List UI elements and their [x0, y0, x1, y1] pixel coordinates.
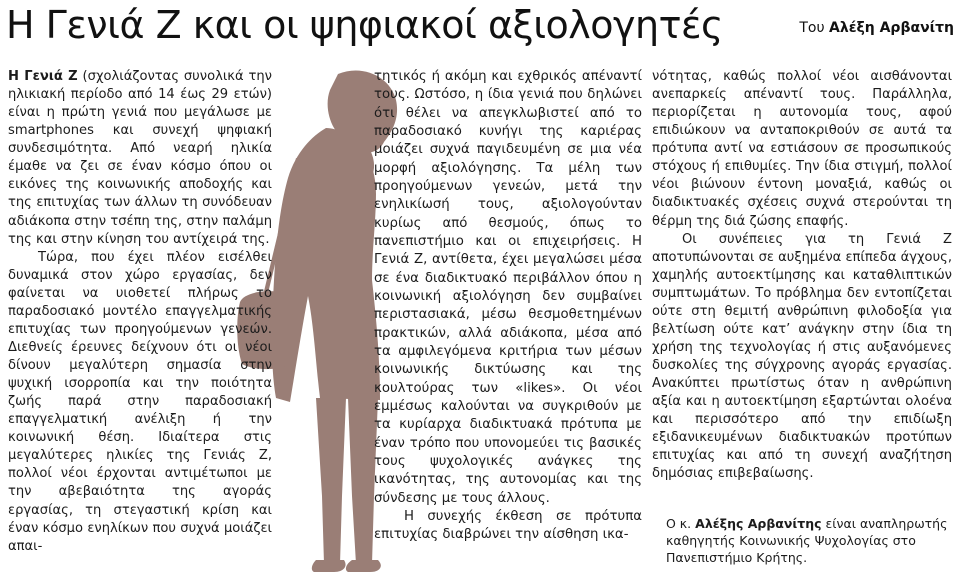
byline-author: Αλέξη Αρβανίτη	[829, 20, 954, 36]
paragraph: νότητας, καθώς πολλοί νέοι αισθάνονται ανεπαρκείς απέναντί τους. Παράλληλα, περιορίζεται η αυτονομία τους, αφού επιδιώκουν να ανταποκριθούν σε αυτά τα πρότυπα αντί να εστιάσουν σε προσωπικούς στόχους ή επιθυμίες. Την ίδια στιγμή, πολλοί νέοι βιώνουν έντονη μοναξιά, καθώς οι διαδικτυακές σχέσεις συχνά στερούνται τη θέρμη της διά ζώσης επαφής.	[652, 69, 952, 229]
article-headline: Η Γενιά Ζ και οι ψηφιακοί αξιολογητές	[6, 3, 723, 47]
paragraph-text: (σχολιάζοντας συνολικά την ηλικιακή περίοδο από 14 έως 29 ετών) είναι η πρώτη γενιά που μεγάλωσε με smartphones και συνεχή ψηφιακή συνδεσιμότητα. Από νεαρή ηλικία έμαθε να ζει σε έναν κόσμο όπου οι εικόνες της κοινωνικής αποδοχής και της επιτυχίας των άλλων τη συνόδευαν αδιάκοπα στην τσέπη της, στην παλάμη της και στην κίνηση του αντίχειρά της.	[8, 69, 272, 247]
author-note-text: είναι αναπληρωτής καθηγητής Κοινωνικής Ψυχολογίας στο Πανεπιστήμιο Κρήτης.	[666, 516, 948, 565]
paragraph: Οι συνέπειες για τη Γενιά Ζ αποτυπώνονται σε αυξημένα επίπεδα άγχους, χαμηλής αυτοεκτίμησης και καταθλιπτικών συμπτωμάτων. Το πρόβλημα δεν εντοπίζεται ούτε στη θεμιτή ανθρώπινη φιλοδοξία για βελτίωση ούτε κατ’ ανάγκην στην ίδια τη χρήση της τεχνολογίας ή στις αυξανόμενες δυσκολίες της σύγχρονης αγοράς εργασίας. Ανακύπτει πρωτίστως όταν η ανθρώπινη αξία και η αυτοεκτίμηση εξαρτώνται ολοένα και περισσότερο από την επιδίωξη εξιδανικευμένων διαδικτυακών προτύπων επιτυχίας και από τη συνεχή αναζήτηση δημόσιας επιβεβαίωσης.	[652, 231, 952, 482]
paragraph: Τώρα, που έχει πλέον εισέλθει δυναμικά στον χώρο εργασίας, δεν φαίνεται να υιοθετεί πλήρως το παραδοσιακό μοντέλο επαγγελματικής επιτυχίας των προηγούμενων γενεών. Διεθνείς έρευνες δείχνουν ότι οι νέοι δίνουν μεγαλύτερη σημασία στην ψυχική ισορροπία και την ποιότητα ζωής παρά στην παραδοσιακή επαγγελματική ανέλιξη ή την κοινωνική θέση. Ιδιαίτερα στις μεγαλύτερες ηλικίες της Γενιάς Ζ, πολλοί νέοι έρχονται αντιμέτωποι με την αβεβαιότητα της αγοράς εργασίας, τη στεγαστική κρίση και έναν κόσμο ενηλίκων που συχνά μοιάζει απαι-	[8, 249, 272, 554]
author-note-prefix: Ο κ.	[666, 516, 696, 531]
paragraph: Η συνεχής έκθεση σε πρότυπα επιτυχίας διαβρώνει την αίσθηση ικα-	[374, 508, 642, 543]
author-note-name: Αλέξης Αρβανίτης	[695, 516, 822, 531]
author-note	[666, 515, 956, 566]
column-3	[652, 68, 952, 483]
paragraph: τητικός ή ακόμη και εχθρικός απέναντί τους. Ωστόσο, η ίδια γενιά που δηλώνει ότι θέλει να απεγκλωβιστεί από το παραδοσιακό κυνήγι της καριέρας μοιάζει συχνά παγιδευμένη σε μια νέα μορφή αξιολόγησης. Τα μέλη των προηγούμενων γενεών, μετά την ενηλικίωσή τους, αξιολογούνταν κυρίως από θεσμούς, όπως το πανεπιστήμιο και οι επιχειρήσεις. Η Γενιά Ζ, αντίθετα, έχει μεγαλώσει μέσα σε ένα διαδικτυακό περιβάλλον όπου η κοινωνική αξιολόγηση δεν συμβαίνει περιστασιακά, μέσω θεσμοθετημένων πρακτικών, αλλά αδιάκοπα, μέσα από τα αμφιλεγόμενα κριτήρια των μέσων κοινωνικής δικτύωσης και της κουλτούρας των «likes». Οι νέοι εμμέσως καλούνται να συγκριθούν με τα κυρίαρχα διαδικτυακά πρότυπα με έναν τρόπο που υπονομεύει τις βασικές τους ψυχολογικές ανάγκες της ικανότητας, της αυτονομίας και της σύνδεσης με τους άλλους.	[374, 69, 642, 506]
column-2	[374, 68, 642, 545]
paragraph	[8, 68, 272, 249]
column-1	[8, 68, 272, 556]
byline	[799, 20, 954, 36]
lead-bold: Η Γενιά Ζ	[8, 69, 78, 84]
byline-prefix: Του	[799, 20, 825, 36]
